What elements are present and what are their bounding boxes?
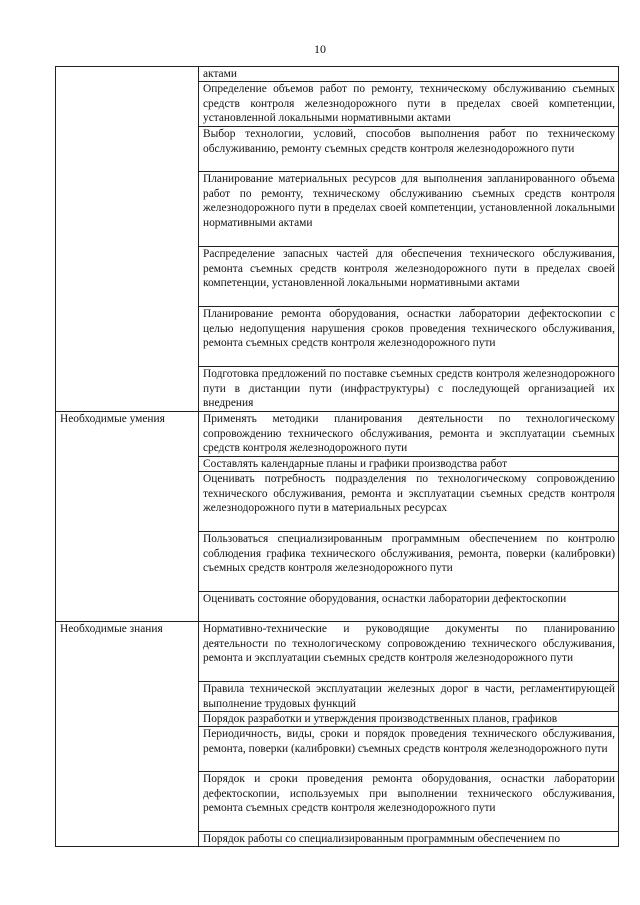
requirement-text: актами (203, 68, 237, 80)
requirement-text: Правила технической эксплуатации железных дорог в части, регламентирующей выполнение трудовых функций (203, 683, 615, 710)
requirement-cell (199, 622, 619, 682)
requirement-cell (199, 82, 619, 127)
requirement-text: Пользоваться специализированным программным обеспечением по контролю соблюдения графика технического обслуживания, ремонта, поверки (калибровки) съемных средств контроля железнодорожного пути (203, 533, 615, 575)
requirement-cell (199, 682, 619, 712)
table-row (56, 622, 619, 682)
requirement-text: Порядок и сроки проведения ремонта оборудования, оснастки лаборатории дефектоскопии, используемых при выполнении технического обслуживания, ремонта съемных средств контроля железнодорожного пути (203, 773, 615, 815)
requirement-text: Планирование ремонта оборудования, оснастки лаборатории дефектоскопии с целью недопущения нарушения сроков проведения технического обслуживания, ремонта съемных средств контроля железнодорожного пути (203, 308, 615, 350)
table-row (56, 67, 619, 82)
requirement-text: Подготовка предложений по поставке съемных средств контроля железнодорожного пути в дистанции пути (инфраструктуры) с последующей организацией их внедрения (203, 368, 615, 410)
requirement-cell (199, 832, 619, 847)
section-label: Необходимые умения (56, 412, 199, 622)
requirement-text: Планирование материальных ресурсов для выполнения запланированного объема работ по ремонту, техническому обслуживанию съемных средств контроля железнодорожного пути в пределах своей компетенции, установленной локальными нормативными актами (203, 173, 615, 229)
table-row (56, 412, 619, 457)
requirement-text: Распределение запасных частей для обеспечения технического обслуживания, ремонта съемных средств контроля железнодорожного пути в пределах своей компетенции, установленной локальными нормативными актами (203, 248, 615, 290)
requirement-cell (199, 67, 619, 82)
requirement-cell (199, 532, 619, 592)
requirement-text: Составлять календарные планы и графики производства работ (203, 458, 508, 470)
section-label: Необходимые знания (56, 622, 199, 847)
requirement-text: Периодичность, виды, сроки и порядок проведения технического обслуживания, ремонта, поверки (калибровки) съемных средств контроля железнодорожного пути (203, 728, 615, 755)
page-number: 10 (314, 42, 326, 56)
requirement-cell (199, 457, 619, 472)
requirement-cell (199, 727, 619, 772)
requirement-text: Нормативно-технические и руководящие документы по планированию деятельности по технологическому сопровождению технического обслуживания, ремонта и эксплуатации съемных средств контроля железнодорожного пути (203, 623, 615, 665)
requirement-cell (199, 592, 619, 622)
requirement-text: Определение объемов работ по ремонту, техническому обслуживанию съемных средств контроля железнодорожного пути в пределах своей компетенции, установленной локальными нормативными актами (203, 83, 615, 125)
requirement-cell (199, 412, 619, 457)
requirement-text: Оценивать потребность подразделения по технологическому сопровождению технического обслуживания, ремонта и эксплуатации съемных средств контроля железнодорожного пути в материальных ресурсах (203, 473, 615, 515)
table-body (56, 67, 619, 847)
requirement-cell (199, 712, 619, 727)
requirement-cell (199, 472, 619, 532)
requirement-cell (199, 247, 619, 307)
requirement-text: Применять методики планирования деятельности по технологическому сопровождению технического обслуживания, ремонта и эксплуатации съемных средств контроля железнодорожного пути (203, 413, 615, 455)
requirement-text: Порядок работы со специализированным программным обеспечением по (203, 833, 561, 845)
requirement-cell (199, 307, 619, 367)
section-label (56, 67, 199, 412)
requirement-cell (199, 172, 619, 247)
competency-table (55, 66, 619, 847)
requirement-text: Оценивать состояние оборудования, оснастки лаборатории дефектоскопии (203, 593, 567, 605)
requirement-cell (199, 772, 619, 832)
requirement-text: Порядок разработки и утверждения производственных планов, графиков (203, 713, 558, 725)
requirement-cell (199, 367, 619, 412)
requirement-text: Выбор технологии, условий, способов выполнения работ по техническому обслуживанию, ремонту съемных средств контроля железнодорожного пути (203, 128, 615, 155)
requirement-cell (199, 127, 619, 172)
